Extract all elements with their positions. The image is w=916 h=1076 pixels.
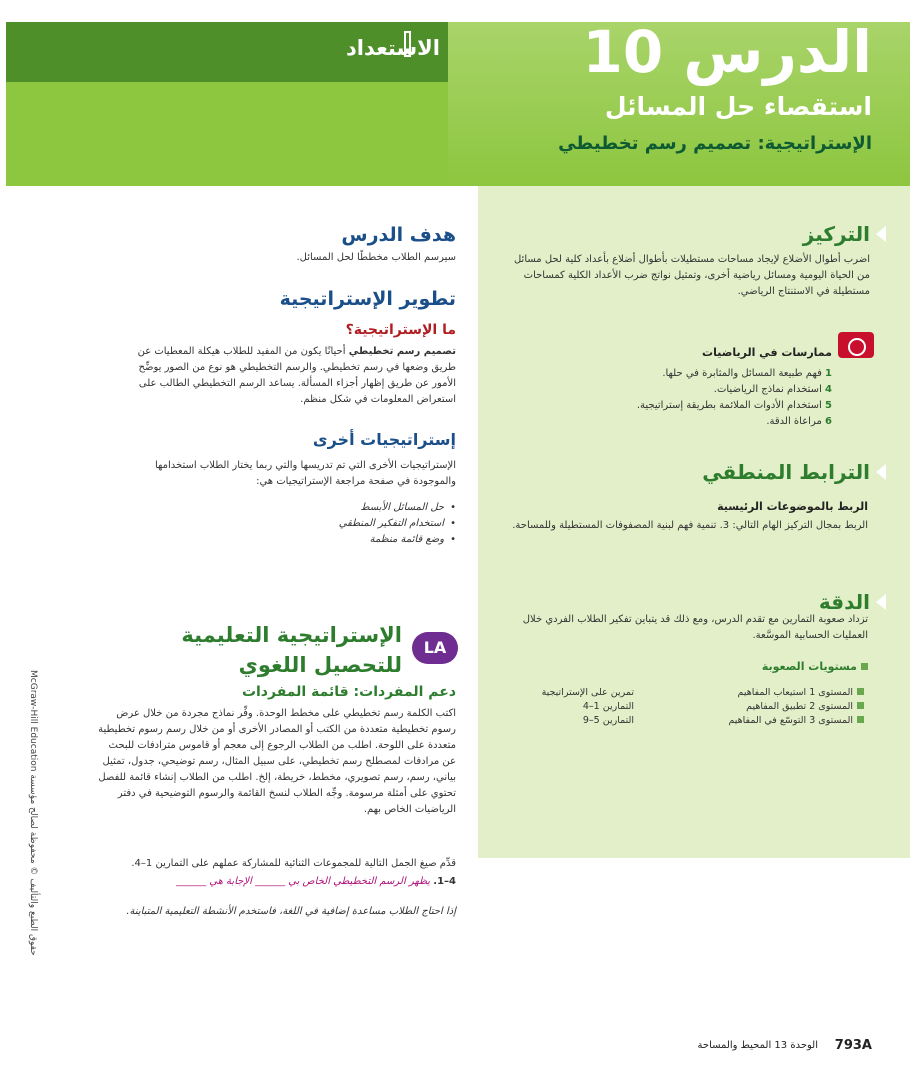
- la-sentence-frame: 4–1. يظهر الرسم التخطيطي الخاص بي ______ الإجابة هي ______: [176, 876, 456, 887]
- goal-text: سيرسم الطلاب مخططًا لحل المسائل.: [296, 252, 456, 263]
- levels-list: [684, 686, 864, 728]
- levels-title: مستويات الصعوبة: [762, 660, 868, 673]
- level-item: المستوى 2 تطبيق المفاهيم: [684, 700, 864, 714]
- practices-list: [632, 366, 832, 430]
- focus-arrow-icon: [876, 226, 886, 242]
- develop-question: ما الإستراتيجية؟: [345, 322, 456, 338]
- practices-title: ممارسات في الرياضيات: [702, 346, 832, 359]
- exercise-item: تمرين على الإستراتيجية: [541, 687, 634, 698]
- la-subtitle: دعم المفردات: قائمة المفردات: [241, 684, 456, 700]
- coherence-subtitle: الربط بالموضوعات الرئيسية: [717, 500, 868, 513]
- develop-text: تصميم رسم تخطيطي أحيانًا يكون من المفيد للطلاب هيكلة المعطيات عن طريق وضعها في رسم تخطيطي. والرسم التخطيطي هو نوع من الصور يوضِّح الأمور عن طريق إظهار أجزاء المسألة. يساعد الرسم التخطيطي الطالب على استعراض المعلومات في شكل منظم.: [137, 346, 456, 405]
- coherence-text: الربط بمجال التركيز الهام التالي: 3. تنمية فهم لبنية المصفوفات المستطيلة وللمساحة.: [512, 520, 868, 531]
- copyright-vertical: McGraw-Hill Education حقوق الطبع والتأليف © محفوظة لصالح مؤسسة: [28, 670, 38, 956]
- coherence-title: الترابط المنطقي: [702, 460, 870, 484]
- list-item: • وضع قائمة منظمة: [156, 532, 456, 548]
- lesson-subtitle: استقصاء حل المسائل: [604, 92, 872, 121]
- la-title: الإستراتيجية التعليمية للتحصيل اللغوي: [181, 623, 402, 677]
- goal-title: هدف الدرس: [341, 224, 456, 246]
- level-item: المستوى 3 التوسّع في المفاهيم: [684, 714, 864, 728]
- math-practices-icon: [838, 332, 874, 358]
- la-badge: LA: [412, 632, 458, 664]
- exercises-list: [524, 686, 634, 728]
- practice-item: 1 فهم طبيعة المسائل والمثابرة في حلها.: [662, 368, 832, 379]
- practice-item: 6 مراعاة الدقة.: [766, 416, 832, 427]
- prep-label: الاستعداد: [345, 36, 440, 60]
- other-text: الإستراتيجيات الأخرى التي تم تدريسها والتي ربما يختار الطلاب استخدامها والموجودة في صفحة مراجعة الإستراتيجيات هي:: [154, 460, 456, 487]
- list-item: • حل المسائل الأبسط: [156, 500, 456, 516]
- rigor-title: الدقة: [818, 590, 870, 614]
- exercise-item: التمارين 1–4: [582, 701, 634, 712]
- other-title: إستراتيجيات أخرى: [312, 430, 456, 449]
- other-list: [156, 500, 456, 548]
- coherence-arrow-icon: [876, 464, 886, 480]
- levels-icon: [861, 663, 868, 670]
- level-item: المستوى 1 استيعاب المفاهيم: [684, 686, 864, 700]
- exercise-item: التمارين 5–9: [582, 715, 634, 726]
- la-note: إذا احتاج الطلاب مساعدة إضافية في اللغة، فاستخدم الأنشطة التعليمية المتباينة.: [126, 906, 456, 917]
- prep-marker-icon: [404, 31, 411, 57]
- focus-title: التركيز: [802, 222, 870, 246]
- la-frames-intro: قدِّم صيغ الجمل التالية للمجموعات الثنائية للمشاركة عملهم على التمارين 1–4.: [131, 858, 456, 869]
- develop-bold-term: تصميم رسم تخطيطي: [348, 346, 456, 357]
- practice-item: 5 استخدام الأدوات الملائمة بطريقة إستراتيجية.: [636, 400, 832, 411]
- la-paragraph: اكتب الكلمة رسم تخطيطي على مخطط الوحدة. وفِّر نماذج مجردة من خلال عرض رسوم تخطيطية متعددة من الكتب أو المصادر الأخرى أو من خلال رسم رسوم تخطيطية متعددة على اللوحة. اطلب من الطلاب الرجوع إلى معجم أو قاموس مترادفات للبحث عن مرادفات لمصطلح رسم تخطيطي، على سبيل المثال، رسم توضيحي، جدول، تمثيل بياني، رسم، رسم تصويري، مخطط، خريطة، إلخ. اطلب من الطلاب إنشاء قائمة للفصل تحتوي على أمثلة مرسومة. وجِّه الطلاب لنسخ القائمة والرسوم التوضيحية في دفتر الرياضيات الخاص بهم.: [98, 708, 456, 815]
- page-number: 793A: [834, 1038, 872, 1053]
- focus-text: اضرب أطوال الأضلاع لإيجاد مساحات مستطيلات بأطوال أضلاع بأعداد كلية لحل مسائل من الحياة اليومية ومسائل رياضية أخرى، وتمثيل نواتج ضرب الأعداد الكلية كمساحات مستطيلة في الاستنتاج الرياضي.: [513, 254, 870, 297]
- footer-unit: الوحدة 13 المحيط والمساحة: [697, 1040, 818, 1051]
- practice-item: 4 استخدام نماذج الرياضيات.: [713, 384, 832, 395]
- develop-title: تطوير الإستراتيجية: [279, 288, 456, 310]
- list-item: • استخدام التفكير المنطقي: [156, 516, 456, 532]
- lesson-strategy: الإستراتيجية: تصميم رسم تخطيطي: [558, 133, 872, 154]
- rigor-arrow-icon: [876, 594, 886, 610]
- rigor-text: تزداد صعوبة التمارين مع تقدم الدرس، ومع ذلك قد يتباين تفكير الطلاب الفردي خلال العمليات الحسابية الموسَّعة.: [522, 614, 868, 641]
- lesson-number: الدرس 10: [582, 18, 872, 86]
